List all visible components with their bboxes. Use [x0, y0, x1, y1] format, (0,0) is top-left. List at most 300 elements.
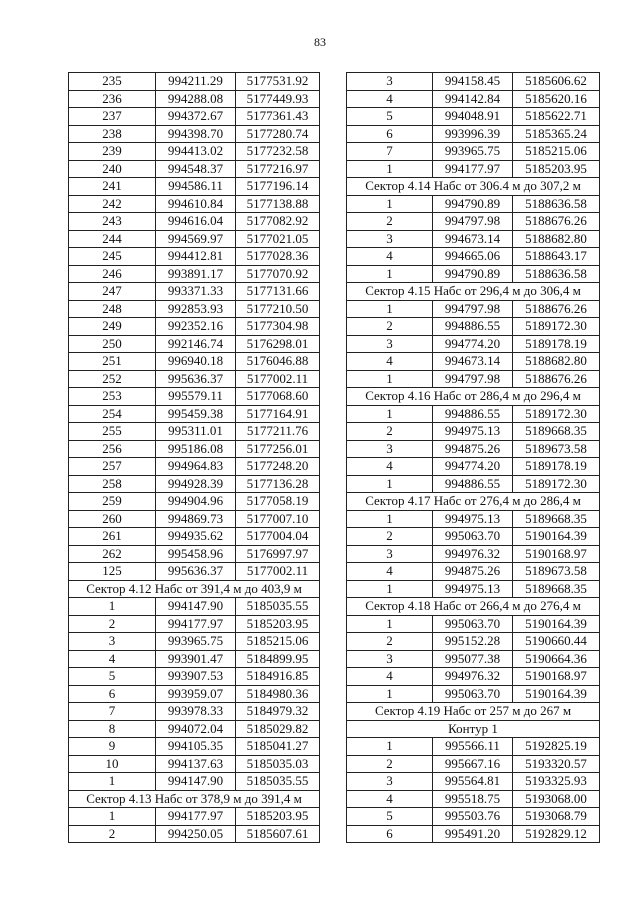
x-coordinate-cell: 995491.20 [433, 825, 513, 843]
x-coordinate-cell: 996940.18 [156, 353, 236, 371]
x-coordinate-cell: 994797.98 [433, 213, 513, 231]
table-row [69, 353, 320, 371]
x-coordinate-cell: 993901.47 [156, 650, 236, 668]
table-row [69, 545, 320, 563]
point-number-cell: 5 [347, 808, 433, 826]
x-coordinate-cell: 995636.37 [156, 563, 236, 581]
point-number-cell: 258 [69, 475, 156, 493]
table-row [347, 335, 600, 353]
table-row [69, 720, 320, 738]
y-coordinate-cell: 5177531.92 [236, 73, 320, 91]
table-row [347, 563, 600, 581]
table-row [347, 685, 600, 703]
point-number-cell: 1 [347, 580, 433, 598]
x-coordinate-cell: 994548.37 [156, 160, 236, 178]
sector-header: Контур 1 [347, 720, 600, 738]
x-coordinate-cell: 994886.55 [433, 475, 513, 493]
y-coordinate-cell: 5193068.79 [513, 808, 600, 826]
x-coordinate-cell: 992146.74 [156, 335, 236, 353]
table-row [69, 248, 320, 266]
point-number-cell: 246 [69, 265, 156, 283]
point-number-cell: 1 [69, 598, 156, 616]
y-coordinate-cell: 5177082.92 [236, 213, 320, 231]
y-coordinate-cell: 5177028.36 [236, 248, 320, 266]
table-row [69, 108, 320, 126]
table-row [69, 178, 320, 196]
sector-header: Сектор 4.16 Набс от 286,4 м до 296,4 м [347, 388, 600, 406]
x-coordinate-cell: 993891.17 [156, 265, 236, 283]
table-row [69, 370, 320, 388]
sector-header-row [69, 580, 320, 598]
y-coordinate-cell: 5189668.35 [513, 580, 600, 598]
x-coordinate-cell: 995564.81 [433, 773, 513, 791]
table-row [69, 143, 320, 161]
table-right-body [347, 73, 600, 843]
y-coordinate-cell: 5176298.01 [236, 335, 320, 353]
point-number-cell: 6 [347, 125, 433, 143]
y-coordinate-cell: 5177131.66 [236, 283, 320, 301]
table-row [69, 90, 320, 108]
table-row [347, 633, 600, 651]
table-row [347, 668, 600, 686]
table-row [69, 738, 320, 756]
y-coordinate-cell: 5189172.30 [513, 318, 600, 336]
coordinates-table-right [346, 72, 600, 843]
y-coordinate-cell: 5185029.82 [236, 720, 320, 738]
sector-header-row [347, 720, 600, 738]
table-row [69, 668, 320, 686]
y-coordinate-cell: 5192825.19 [513, 738, 600, 756]
x-coordinate-cell: 994048.91 [433, 108, 513, 126]
y-coordinate-cell: 5177004.04 [236, 528, 320, 546]
sector-header-row [347, 493, 600, 511]
sector-header-row [347, 283, 600, 301]
y-coordinate-cell: 5185035.55 [236, 773, 320, 791]
point-number-cell: 6 [69, 685, 156, 703]
x-coordinate-cell: 994774.20 [433, 458, 513, 476]
point-number-cell: 4 [347, 563, 433, 581]
table-row [69, 528, 320, 546]
y-coordinate-cell: 5190660.44 [513, 633, 600, 651]
table-row [69, 423, 320, 441]
x-coordinate-cell: 994137.63 [156, 755, 236, 773]
table-row [347, 808, 600, 826]
table-row [69, 493, 320, 511]
point-number-cell: 7 [69, 703, 156, 721]
point-number-cell: 5 [347, 108, 433, 126]
table-row [69, 475, 320, 493]
table-row [69, 615, 320, 633]
point-number-cell: 2 [347, 318, 433, 336]
x-coordinate-cell: 994288.08 [156, 90, 236, 108]
y-coordinate-cell: 5177002.11 [236, 370, 320, 388]
y-coordinate-cell: 5189178.19 [513, 335, 600, 353]
y-coordinate-cell: 5177138.88 [236, 195, 320, 213]
x-coordinate-cell: 994797.98 [433, 300, 513, 318]
point-number-cell: 6 [347, 825, 433, 843]
y-coordinate-cell: 5193320.57 [513, 755, 600, 773]
table-row [347, 265, 600, 283]
table-row [347, 405, 600, 423]
y-coordinate-cell: 5177136.28 [236, 475, 320, 493]
x-coordinate-cell: 994413.02 [156, 143, 236, 161]
x-coordinate-cell: 994616.04 [156, 213, 236, 231]
x-coordinate-cell: 995458.96 [156, 545, 236, 563]
table-row [69, 685, 320, 703]
table-row [69, 318, 320, 336]
x-coordinate-cell: 994673.14 [433, 230, 513, 248]
y-coordinate-cell: 5188676.26 [513, 370, 600, 388]
x-coordinate-cell: 994398.70 [156, 125, 236, 143]
y-coordinate-cell: 5188682.80 [513, 230, 600, 248]
y-coordinate-cell: 5189673.58 [513, 440, 600, 458]
table-row [347, 773, 600, 791]
x-coordinate-cell: 994569.97 [156, 230, 236, 248]
y-coordinate-cell: 5185622.71 [513, 108, 600, 126]
x-coordinate-cell: 993978.33 [156, 703, 236, 721]
x-coordinate-cell: 994673.14 [433, 353, 513, 371]
table-row [347, 90, 600, 108]
point-number-cell: 4 [347, 353, 433, 371]
x-coordinate-cell: 994975.13 [433, 423, 513, 441]
table-row [69, 825, 320, 843]
point-number-cell: 1 [347, 615, 433, 633]
point-number-cell: 257 [69, 458, 156, 476]
point-number-cell: 254 [69, 405, 156, 423]
y-coordinate-cell: 5177058.19 [236, 493, 320, 511]
table-row [69, 405, 320, 423]
x-coordinate-cell: 994250.05 [156, 825, 236, 843]
table-row [347, 318, 600, 336]
table-row [347, 195, 600, 213]
y-coordinate-cell: 5190164.39 [513, 615, 600, 633]
x-coordinate-cell: 995152.28 [433, 633, 513, 651]
point-number-cell: 4 [347, 458, 433, 476]
point-number-cell: 251 [69, 353, 156, 371]
table-row [69, 213, 320, 231]
x-coordinate-cell: 994790.89 [433, 265, 513, 283]
x-coordinate-cell: 993965.75 [156, 633, 236, 651]
point-number-cell: 237 [69, 108, 156, 126]
y-coordinate-cell: 5188636.58 [513, 265, 600, 283]
table-row [69, 510, 320, 528]
point-number-cell: 242 [69, 195, 156, 213]
table-row [69, 458, 320, 476]
point-number-cell: 3 [347, 230, 433, 248]
point-number-cell: 2 [69, 825, 156, 843]
x-coordinate-cell: 994586.11 [156, 178, 236, 196]
y-coordinate-cell: 5189668.35 [513, 510, 600, 528]
table-row [69, 230, 320, 248]
x-coordinate-cell: 995636.37 [156, 370, 236, 388]
point-number-cell: 5 [69, 668, 156, 686]
point-number-cell: 3 [69, 633, 156, 651]
sector-header: Сектор 4.15 Набс от 296,4 м до 306,4 м [347, 283, 600, 301]
table-row [69, 773, 320, 791]
y-coordinate-cell: 5189673.58 [513, 563, 600, 581]
x-coordinate-cell: 993996.39 [433, 125, 513, 143]
table-row [69, 755, 320, 773]
table-row [69, 650, 320, 668]
point-number-cell: 249 [69, 318, 156, 336]
x-coordinate-cell: 994964.83 [156, 458, 236, 476]
point-number-cell: 2 [347, 213, 433, 231]
point-number-cell: 239 [69, 143, 156, 161]
y-coordinate-cell: 5189178.19 [513, 458, 600, 476]
x-coordinate-cell: 994072.04 [156, 720, 236, 738]
sector-header-row [347, 178, 600, 196]
table-row [347, 440, 600, 458]
x-coordinate-cell: 993965.75 [433, 143, 513, 161]
table-row [347, 73, 600, 91]
y-coordinate-cell: 5188682.80 [513, 353, 600, 371]
sector-header: Сектор 4.12 Набс от 391,4 м до 403,9 м [69, 580, 320, 598]
x-coordinate-cell: 994928.39 [156, 475, 236, 493]
y-coordinate-cell: 5189172.30 [513, 405, 600, 423]
x-coordinate-cell: 994886.55 [433, 405, 513, 423]
y-coordinate-cell: 5177164.91 [236, 405, 320, 423]
point-number-cell: 1 [69, 773, 156, 791]
y-coordinate-cell: 5185035.55 [236, 598, 320, 616]
y-coordinate-cell: 5184916.85 [236, 668, 320, 686]
y-coordinate-cell: 5177304.98 [236, 318, 320, 336]
table-row [347, 615, 600, 633]
point-number-cell: 253 [69, 388, 156, 406]
point-number-cell: 241 [69, 178, 156, 196]
sector-header-row [347, 703, 600, 721]
point-number-cell: 3 [347, 440, 433, 458]
y-coordinate-cell: 5190664.36 [513, 650, 600, 668]
table-row [347, 353, 600, 371]
point-number-cell: 2 [347, 755, 433, 773]
y-coordinate-cell: 5177068.60 [236, 388, 320, 406]
point-number-cell: 238 [69, 125, 156, 143]
sector-header: Сектор 4.14 Набс от 306.4 м до 307,2 м [347, 178, 600, 196]
x-coordinate-cell: 994975.13 [433, 580, 513, 598]
x-coordinate-cell: 995667.16 [433, 755, 513, 773]
x-coordinate-cell: 994372.67 [156, 108, 236, 126]
x-coordinate-cell: 992352.16 [156, 318, 236, 336]
x-coordinate-cell: 994665.06 [433, 248, 513, 266]
y-coordinate-cell: 5188676.26 [513, 213, 600, 231]
point-number-cell: 244 [69, 230, 156, 248]
y-coordinate-cell: 5189172.30 [513, 475, 600, 493]
y-coordinate-cell: 5177280.74 [236, 125, 320, 143]
y-coordinate-cell: 5188643.17 [513, 248, 600, 266]
point-number-cell: 3 [347, 650, 433, 668]
point-number-cell: 4 [69, 650, 156, 668]
x-coordinate-cell: 994875.26 [433, 440, 513, 458]
y-coordinate-cell: 5185041.27 [236, 738, 320, 756]
table-row [69, 808, 320, 826]
point-number-cell: 245 [69, 248, 156, 266]
y-coordinate-cell: 5188636.58 [513, 195, 600, 213]
x-coordinate-cell: 995579.11 [156, 388, 236, 406]
table-row [69, 440, 320, 458]
y-coordinate-cell: 5185203.95 [513, 160, 600, 178]
y-coordinate-cell: 5177449.93 [236, 90, 320, 108]
point-number-cell: 1 [347, 738, 433, 756]
table-left-body [69, 73, 320, 843]
y-coordinate-cell: 5177216.97 [236, 160, 320, 178]
y-coordinate-cell: 5176997.97 [236, 545, 320, 563]
y-coordinate-cell: 5185203.95 [236, 808, 320, 826]
point-number-cell: 262 [69, 545, 156, 563]
y-coordinate-cell: 5190168.97 [513, 668, 600, 686]
point-number-cell: 235 [69, 73, 156, 91]
x-coordinate-cell: 994105.35 [156, 738, 236, 756]
point-number-cell: 252 [69, 370, 156, 388]
x-coordinate-cell: 995459.38 [156, 405, 236, 423]
y-coordinate-cell: 5190164.39 [513, 528, 600, 546]
sector-header: Сектор 4.19 Набс от 257 м до 267 м [347, 703, 600, 721]
x-coordinate-cell: 994177.97 [156, 808, 236, 826]
sector-header: Сектор 4.18 Набс от 266,4 м до 276,4 м [347, 598, 600, 616]
y-coordinate-cell: 5185606.62 [513, 73, 600, 91]
x-coordinate-cell: 994975.13 [433, 510, 513, 528]
y-coordinate-cell: 5193325.93 [513, 773, 600, 791]
table-row [347, 143, 600, 161]
x-coordinate-cell: 995518.75 [433, 790, 513, 808]
point-number-cell: 3 [347, 73, 433, 91]
x-coordinate-cell: 994869.73 [156, 510, 236, 528]
point-number-cell: 1 [347, 265, 433, 283]
y-coordinate-cell: 5188676.26 [513, 300, 600, 318]
y-coordinate-cell: 5184899.95 [236, 650, 320, 668]
x-coordinate-cell: 995063.70 [433, 528, 513, 546]
point-number-cell: 10 [69, 755, 156, 773]
y-coordinate-cell: 5193068.00 [513, 790, 600, 808]
x-coordinate-cell: 995503.76 [433, 808, 513, 826]
x-coordinate-cell: 994147.90 [156, 598, 236, 616]
x-coordinate-cell: 994797.98 [433, 370, 513, 388]
table-row [69, 195, 320, 213]
table-row [347, 125, 600, 143]
table-row [69, 125, 320, 143]
point-number-cell: 248 [69, 300, 156, 318]
x-coordinate-cell: 993371.33 [156, 283, 236, 301]
x-coordinate-cell: 993959.07 [156, 685, 236, 703]
y-coordinate-cell: 5184979.32 [236, 703, 320, 721]
point-number-cell: 1 [347, 510, 433, 528]
point-number-cell: 1 [69, 808, 156, 826]
point-number-cell: 125 [69, 563, 156, 581]
point-number-cell: 2 [69, 615, 156, 633]
x-coordinate-cell: 994886.55 [433, 318, 513, 336]
x-coordinate-cell: 994211.29 [156, 73, 236, 91]
table-row [347, 475, 600, 493]
y-coordinate-cell: 5176046.88 [236, 353, 320, 371]
table-row [347, 248, 600, 266]
point-number-cell: 236 [69, 90, 156, 108]
table-row [69, 283, 320, 301]
x-coordinate-cell: 994142.84 [433, 90, 513, 108]
x-coordinate-cell: 995311.01 [156, 423, 236, 441]
point-number-cell: 9 [69, 738, 156, 756]
point-number-cell: 1 [347, 475, 433, 493]
point-number-cell: 1 [347, 405, 433, 423]
x-coordinate-cell: 995566.11 [433, 738, 513, 756]
y-coordinate-cell: 5177361.43 [236, 108, 320, 126]
point-number-cell: 2 [347, 423, 433, 441]
point-number-cell: 4 [347, 790, 433, 808]
y-coordinate-cell: 5185215.06 [513, 143, 600, 161]
page-number: 83 [314, 35, 326, 49]
table-row [347, 580, 600, 598]
y-coordinate-cell: 5185035.03 [236, 755, 320, 773]
x-coordinate-cell: 994774.20 [433, 335, 513, 353]
point-number-cell: 3 [347, 545, 433, 563]
x-coordinate-cell: 993907.53 [156, 668, 236, 686]
y-coordinate-cell: 5185620.16 [513, 90, 600, 108]
point-number-cell: 1 [347, 685, 433, 703]
x-coordinate-cell: 994976.32 [433, 668, 513, 686]
y-coordinate-cell: 5185607.61 [236, 825, 320, 843]
table-row [69, 265, 320, 283]
point-number-cell: 3 [347, 773, 433, 791]
point-number-cell: 250 [69, 335, 156, 353]
table-row [69, 300, 320, 318]
y-coordinate-cell: 5190168.97 [513, 545, 600, 563]
y-coordinate-cell: 5177256.01 [236, 440, 320, 458]
point-number-cell: 2 [347, 633, 433, 651]
y-coordinate-cell: 5185203.95 [236, 615, 320, 633]
point-number-cell: 255 [69, 423, 156, 441]
x-coordinate-cell: 992853.93 [156, 300, 236, 318]
point-number-cell: 2 [347, 528, 433, 546]
x-coordinate-cell: 994790.89 [433, 195, 513, 213]
point-number-cell: 1 [347, 160, 433, 178]
y-coordinate-cell: 5177248.20 [236, 458, 320, 476]
y-coordinate-cell: 5185215.06 [236, 633, 320, 651]
table-row [347, 790, 600, 808]
table-row [69, 335, 320, 353]
x-coordinate-cell: 994875.26 [433, 563, 513, 581]
y-coordinate-cell: 5177007.10 [236, 510, 320, 528]
table-row [69, 563, 320, 581]
x-coordinate-cell: 994147.90 [156, 773, 236, 791]
sector-header-row [347, 388, 600, 406]
table-row [347, 423, 600, 441]
y-coordinate-cell: 5177021.05 [236, 230, 320, 248]
sector-header: Сектор 4.13 Набс от 378,9 м до 391,4 м [69, 790, 320, 808]
table-row [347, 545, 600, 563]
table-row [347, 825, 600, 843]
table-row [69, 703, 320, 721]
table-row [347, 458, 600, 476]
table-row [69, 633, 320, 651]
table-row [347, 650, 600, 668]
y-coordinate-cell: 5177211.76 [236, 423, 320, 441]
table-row [347, 510, 600, 528]
point-number-cell: 4 [347, 90, 433, 108]
x-coordinate-cell: 994904.96 [156, 493, 236, 511]
x-coordinate-cell: 994177.97 [433, 160, 513, 178]
table-row [69, 388, 320, 406]
table-row [347, 738, 600, 756]
table-row [347, 160, 600, 178]
y-coordinate-cell: 5192829.12 [513, 825, 600, 843]
coordinates-table-left [68, 72, 320, 843]
x-coordinate-cell: 994158.45 [433, 73, 513, 91]
table-row [347, 300, 600, 318]
table-row [347, 370, 600, 388]
table-row [347, 528, 600, 546]
point-number-cell: 260 [69, 510, 156, 528]
point-number-cell: 3 [347, 335, 433, 353]
x-coordinate-cell: 994610.84 [156, 195, 236, 213]
y-coordinate-cell: 5189668.35 [513, 423, 600, 441]
